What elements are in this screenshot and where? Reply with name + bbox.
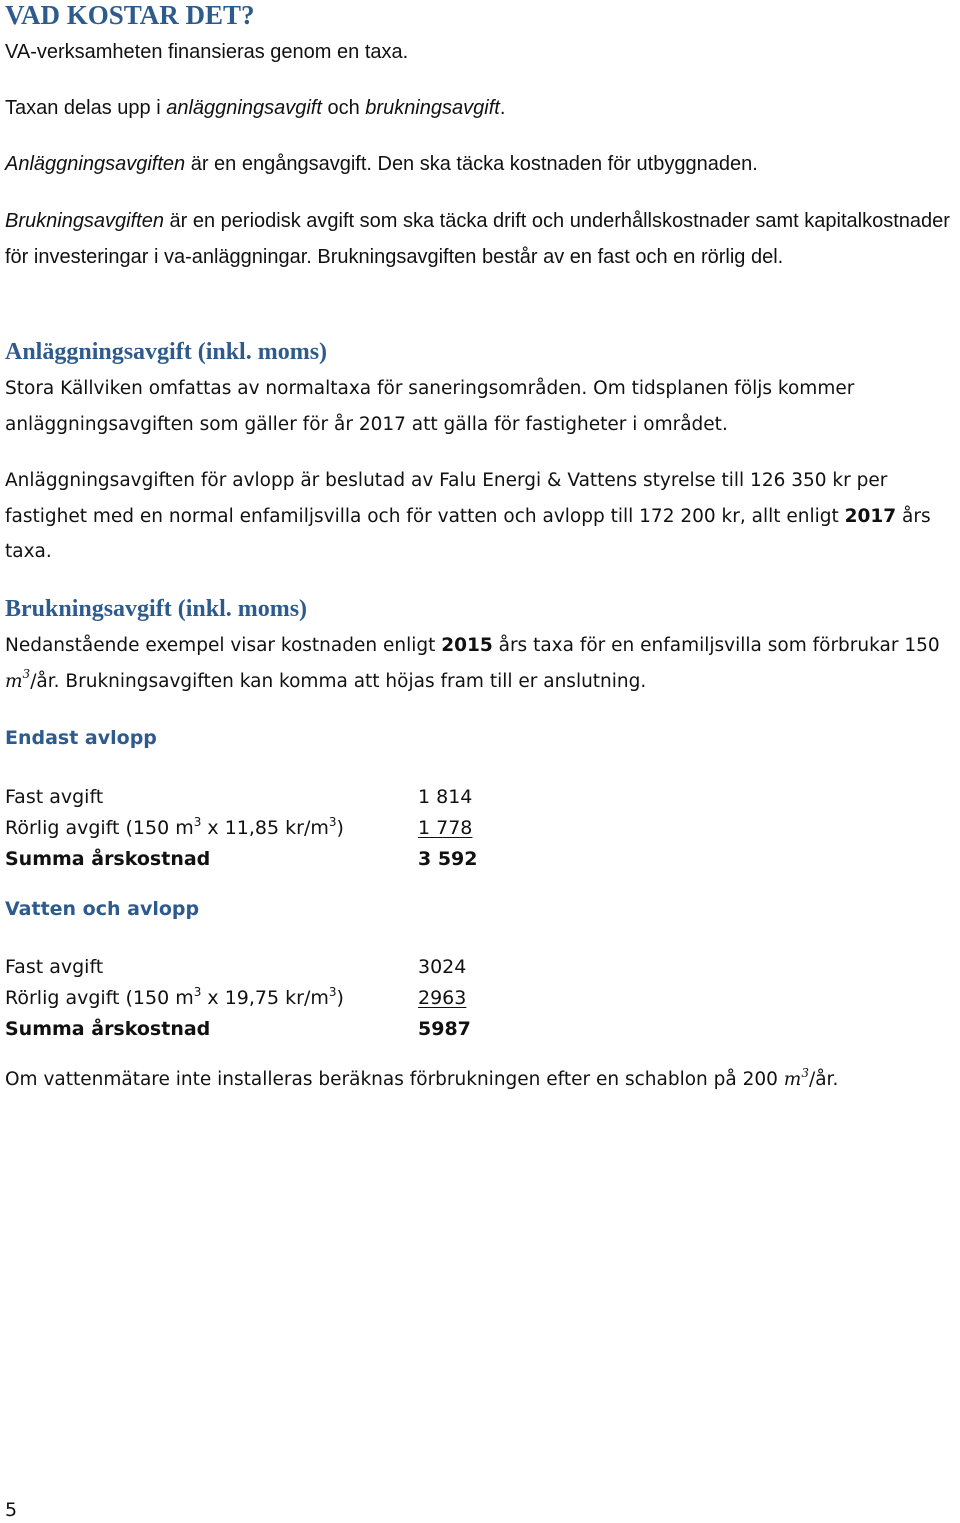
bruk-paragraph-mid: års taxa för en enfamiljsvilla som förbrukar 150: [492, 635, 940, 656]
cubic-meter-symbol: $m^3$: [783, 1065, 809, 1090]
anl-year: 2017: [844, 505, 897, 527]
intro-line-2: [5, 90, 505, 126]
intro-paragraph-brukning: [5, 203, 960, 275]
schablon-note: Om vattenmätare inte installeras beräknas förbrukningen efter en schablon på 200 $m^3/år$.: [5, 1065, 839, 1090]
vatten-row-rorlig: [5, 983, 485, 1014]
row-value: 1 814: [418, 786, 473, 808]
endast-row-summa: [5, 844, 485, 875]
term-brukningsavgiften: Brukningsavgiften: [5, 210, 164, 232]
intro-line-2-mid: och: [321, 97, 366, 119]
term-anlaggningsavgift: anläggningsavgift: [166, 97, 322, 119]
row-label: Fast avgift: [5, 956, 104, 978]
cubic-meter-symbol: $m^3$: [5, 667, 31, 692]
anl-paragraph-2: [5, 463, 955, 570]
heading-brukningsavgift: Brukningsavgift (inkl. moms): [5, 596, 308, 622]
anl-paragraph-1: Stora Källviken omfattas av normaltaxa för saneringsområden. Om tidsplanen följs kommer anläggningsavgiften som gäller för år 2017 att gälla för fastigheter i området.: [5, 378, 855, 435]
endast-row-fast: [5, 782, 485, 813]
page-title: VAD KOSTAR DET?: [5, 0, 255, 30]
row-value: 5987: [418, 1018, 471, 1040]
row-label: Summa årskostnad: [5, 1018, 211, 1040]
vatten-row-fast: [5, 952, 485, 983]
vatten-row-summa: [5, 1014, 485, 1045]
bruk-paragraph: [5, 628, 955, 699]
intro-line-2-pre: Taxan delas upp i: [5, 97, 167, 119]
row-label: Rörlig avgift (150 $m^3$ x 19,75 $kr/m^3$): [5, 984, 344, 1009]
anl-paragraph-2-post: års taxa.: [5, 505, 931, 562]
row-value: 3024: [418, 956, 467, 978]
intro-line-3-rest: är en engångsavgift. Den ska täcka kostnaden för utbyggnaden.: [185, 153, 758, 175]
heading-anlaggningsavgift: Anläggningsavgift (inkl. moms): [5, 339, 328, 365]
bruk-year: 2015: [441, 635, 493, 656]
heading-vatten-och-avlopp: Vatten och avlopp: [5, 898, 200, 920]
bruk-paragraph-pre: Nedanstående exempel visar kostnaden enligt: [5, 635, 442, 656]
intro-paragraph-brukning-rest: är en periodisk avgift som ska täcka drift och underhållskostnader samt kapitalkostnader för investeringar i va-anläggningar. Brukningsavgiften består av en fast och en rörlig del.: [5, 210, 950, 268]
row-label: Summa årskostnad: [5, 848, 211, 870]
row-label: Fast avgift: [5, 786, 104, 808]
row-label: Rörlig avgift (150 $m^3$ x 11,85 $kr/m^3$): [5, 814, 344, 839]
anl-paragraph-2-pre: Anläggningsavgiften för avlopp är beslutad av Falu Energi & Vattens styrelse till 126 350 kr per fastighet med en normal enfamiljsvilla och för vatten och avlopp till 172 200 kr, allt enligt: [5, 470, 888, 527]
endast-row-rorlig: [5, 813, 485, 844]
term-brukningsavgift: brukningsavgift: [365, 97, 500, 119]
intro-line-1: VA-verksamheten finansieras genom en taxa.: [5, 41, 409, 63]
row-value: 1 778: [418, 817, 473, 839]
intro-line-2-post: .: [499, 97, 506, 119]
row-value: 3 592: [418, 848, 478, 870]
term-anlaggningsavgiften: Anläggningsavgiften: [5, 153, 186, 175]
page-number: 5: [5, 1499, 18, 1521]
heading-endast-avlopp: Endast avlopp: [5, 727, 157, 749]
bruk-paragraph-post: /år. Brukningsavgiften kan komma att höjas fram till er anslutning.: [30, 670, 647, 692]
intro-line-3: [5, 146, 758, 182]
row-value: 2963: [418, 987, 467, 1009]
